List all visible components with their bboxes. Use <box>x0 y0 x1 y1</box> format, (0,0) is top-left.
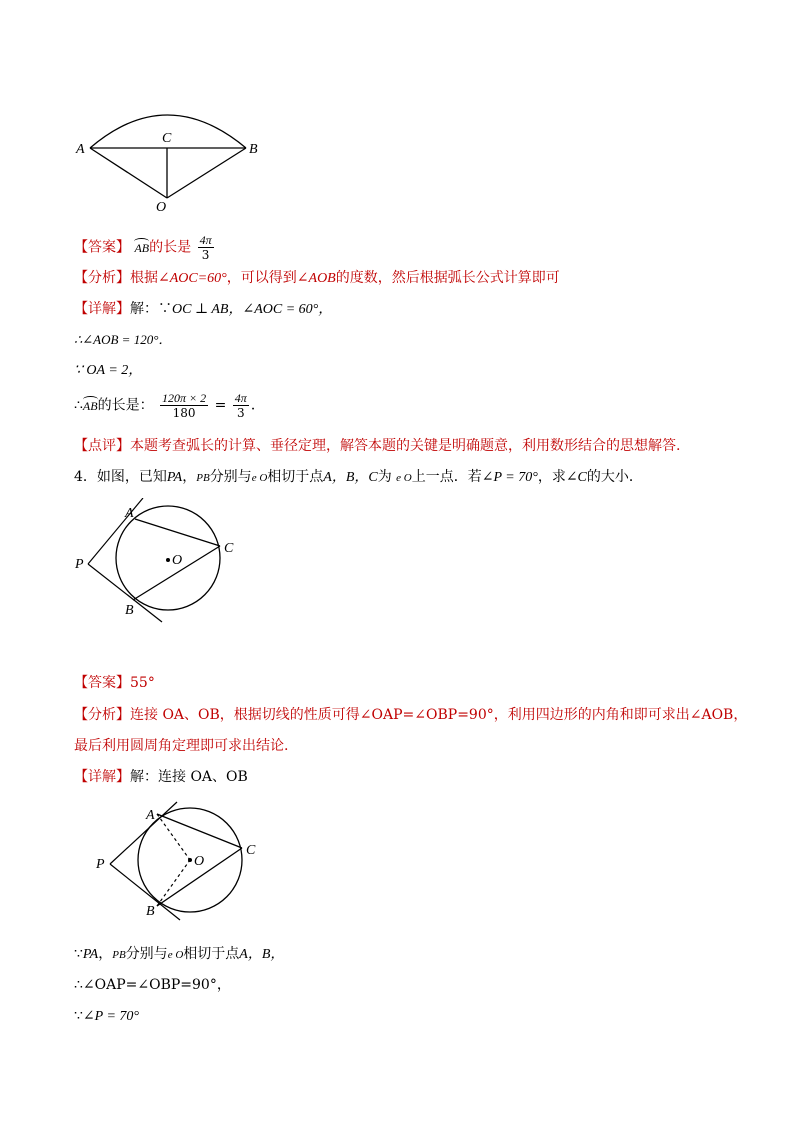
q3-detail-line2: ∴∠AOB = 120°． <box>74 332 172 347</box>
svg-text:P: P <box>75 557 84 572</box>
q3-answer: 【答案】 AB的长是 $\frac{4\pi}{3}$ <box>74 233 212 262</box>
q4-detail-l2: ∴∠OAP=∠OBP=90°， <box>74 977 231 993</box>
svg-text:A: A <box>125 506 134 521</box>
figure-sector-aob <box>70 110 270 220</box>
answer-fraction: $\frac{4\pi}{3}$ <box>199 233 212 262</box>
q4-detail-l3: ∵∠P = 70° <box>74 1008 139 1024</box>
q3-detail-line1: 【详解】解：∵OC ⊥ AB，∠AOC = 60°， <box>74 301 333 317</box>
label-o: O <box>156 200 167 215</box>
svg-text:O: O <box>172 553 183 568</box>
svg-text:C: C <box>224 541 234 556</box>
label-a: A <box>76 142 85 157</box>
figure-tangent-circle-dashed <box>92 800 272 925</box>
q4-analysis-1: 【分析】连接 OA、OB，根据切线的性质可得∠OAP=∠OBP=90°，利用四边形的内角和即可求出∠AOB， <box>74 707 748 723</box>
svg-text:B: B <box>125 603 134 618</box>
svg-text:C: C <box>246 843 256 858</box>
q3-detail-line4: ∴AB的长是： $\frac{120\pi \times 2}{180}$ = $\frac{4\pi}{3}$ ． <box>74 391 265 420</box>
svg-text:O: O <box>194 854 205 869</box>
q4-analysis-2: 最后利用圆周角定理即可求出结论. <box>74 738 289 754</box>
q4-answer: 【答案】55° <box>74 675 155 691</box>
q4-detail-l1: ∵PA，PB分别与e O相切于点A，B， <box>74 946 285 962</box>
label-c: C <box>162 131 172 146</box>
q3-detail-line3: ∵ OA = 2， <box>74 363 143 378</box>
svg-text:A: A <box>146 808 155 823</box>
q3-analysis: 【分析】根据∠AOC=60°，可以得到∠AOB的度数，然后根据弧长公式计算即可 <box>74 270 560 286</box>
svg-text:P: P <box>96 857 105 872</box>
svg-text:B: B <box>146 904 155 919</box>
figure-tangent-circle <box>70 498 250 628</box>
q3-review: 【点评】本题考查弧长的计算、垂径定理，解答本题的关键是明确题意，利用数形结合的思想解答. <box>74 438 681 454</box>
q4-stem: 4．如图，已知PA，PB分别与e O相切于点A，B，C为 e O上一点．若∠P = 70°，求∠C的大小． <box>74 469 643 485</box>
label-b: B <box>249 142 258 157</box>
q4-detail: 【详解】解：连接 OA、OB <box>74 769 248 785</box>
